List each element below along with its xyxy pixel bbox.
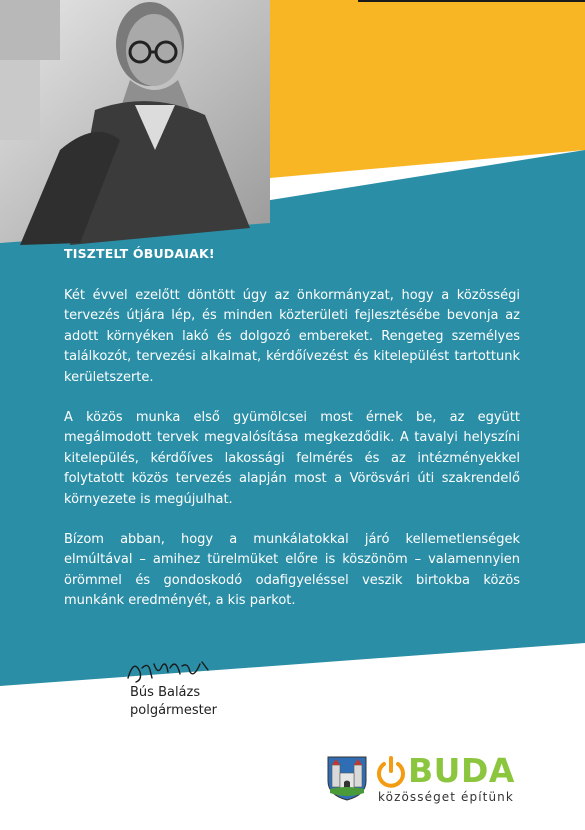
signer-block — [130, 684, 217, 720]
logo-word: BUDA — [408, 751, 515, 790]
signer-title: polgármester — [130, 703, 218, 718]
letter-body — [64, 246, 520, 632]
letter-paragraph-2: A közös munka első gyümölcsei most érnek be, az együtt megálmodott tervek megvalósítása megkezdődik. A tavalyi helyszíni kitelepülés, kérdőíves lakossági felmérés és az intézményekkel folytatott közös tervezés alapján most a Vörösvári úti szakrendelő környezete is megújulhat. — [64, 410, 520, 507]
power-symbol-icon — [376, 756, 406, 788]
logo-tagline: közösséget építünk — [378, 790, 514, 804]
signer-name: Bús Balázs — [130, 685, 201, 700]
mayor-photo — [0, 0, 270, 245]
obuda-logo — [376, 752, 526, 808]
obuda-coat-of-arms-icon — [326, 755, 368, 801]
letter-paragraph-1: Két évvel ezelőtt döntött úgy az önkormányzat, hogy a közösségi tervezés útjára lép, és minden közterületi fejlesztésébe bevonja az adott környéken lakó és dolgozó embereket. Rengeteg személyes találkozót, tervezési alkalmat, kérdőívezést és kitelepülést tartottunk kerületszerte. — [64, 288, 520, 385]
letter-greeting: TISZTELT ÓBUDAIAK! — [64, 246, 215, 261]
letter-paragraph-3: Bízom abban, hogy a munkálatokkal járó kellemetlenségek elmúltával – amihez türelmüket előre is köszönöm – valamennyien örömmel és gondoskodó odafigyeléssel veszik birtokba közös munkánk eredményét, a kis parkot. — [64, 532, 520, 609]
handwritten-signature — [124, 656, 214, 686]
yellow-banner — [270, 0, 585, 178]
